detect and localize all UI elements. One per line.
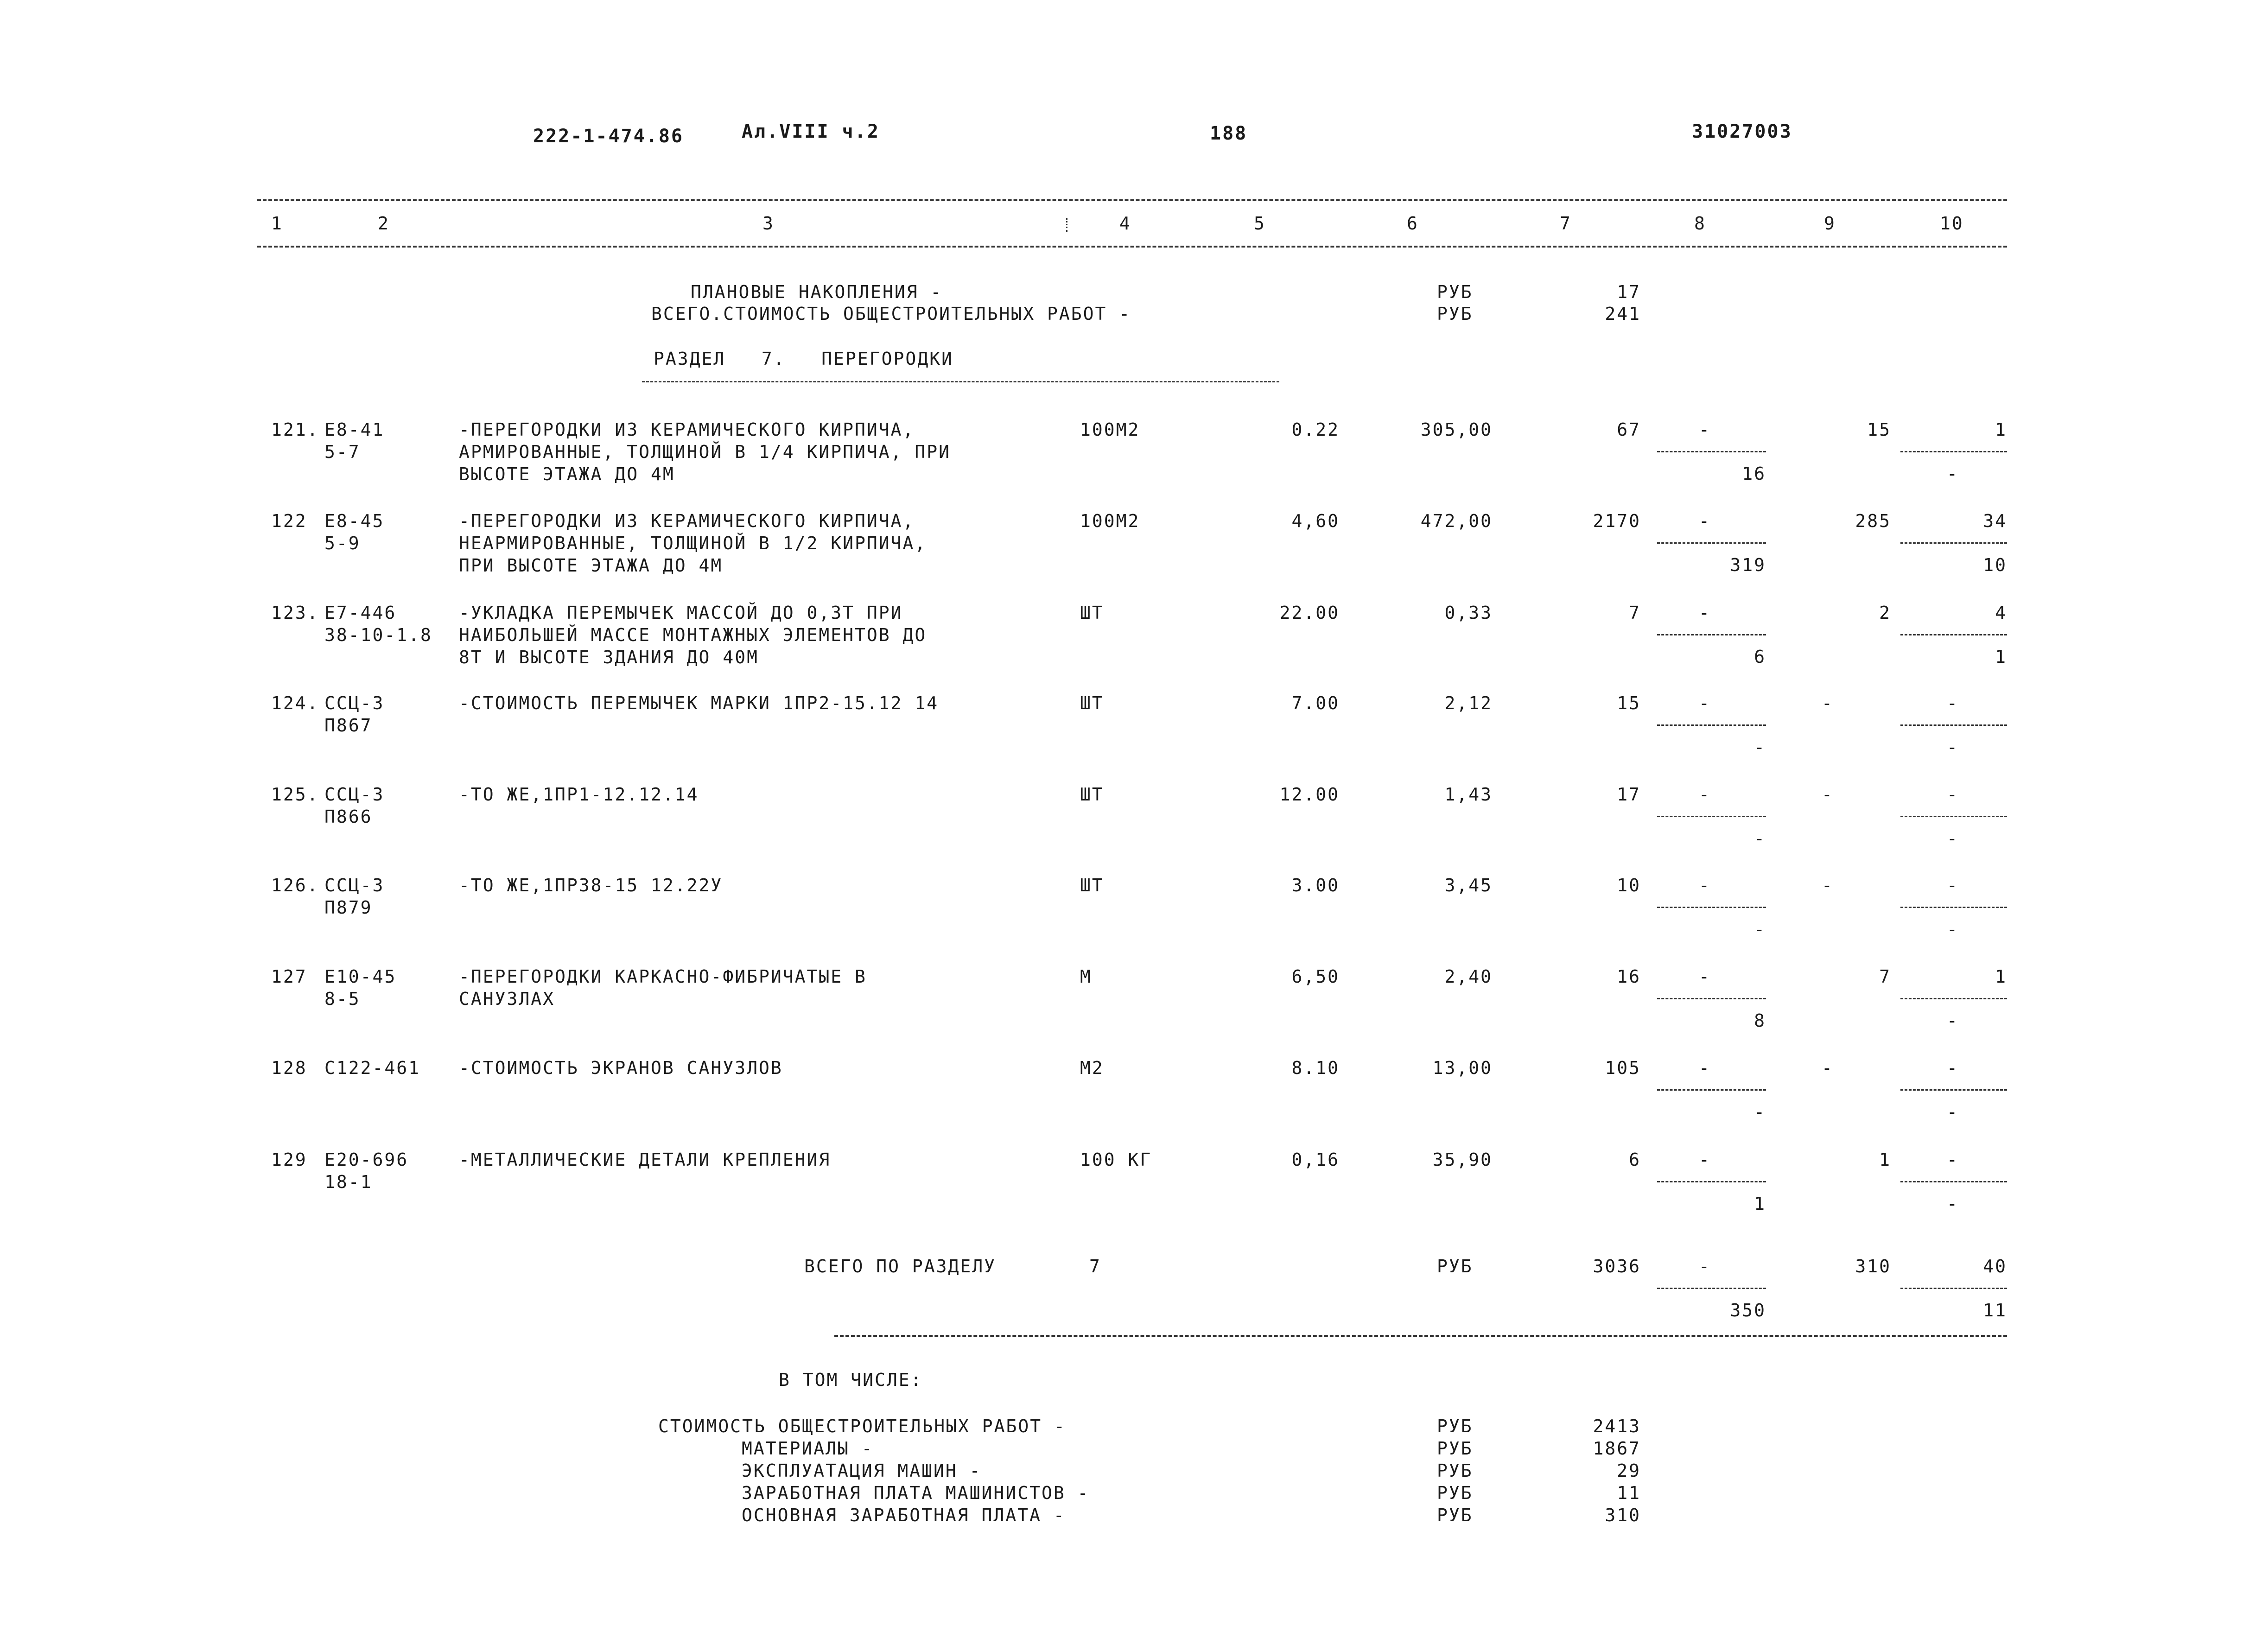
row-unit: М2 — [1080, 1058, 1104, 1078]
col-3: 3 — [762, 213, 775, 234]
row-price: 1,43 — [1444, 784, 1493, 805]
header-top-rule — [257, 199, 2007, 201]
row-code: ССЦ-3 — [324, 875, 385, 896]
including-item-unit: РУБ — [1437, 1483, 1473, 1503]
row-code-2: 18-1 — [324, 1172, 373, 1192]
row-number: 128 — [271, 1058, 307, 1078]
row-col8-rule — [1657, 542, 1766, 544]
page-number: 188 — [1210, 123, 1248, 144]
section-total-c8b: 350 — [1730, 1300, 1766, 1321]
row-code: Е20-696 — [324, 1150, 409, 1170]
row-quantity: 3.00 — [1291, 875, 1340, 896]
row-col8: - — [1699, 875, 1711, 896]
row-description-line: -СТОИМОСТЬ ПЕРЕМЫЧЕК МАРКИ 1ПР2-15.12 14 — [459, 693, 939, 713]
row-description-line: 8Т И ВЫСОТЕ ЗДАНИЯ ДО 40М — [459, 647, 759, 667]
row-description-line: -ТО ЖЕ,1ПР1-12.12.14 — [459, 784, 699, 805]
row-col10-rule — [1900, 1089, 2007, 1091]
row-col10-lower: - — [1947, 919, 1959, 940]
row-number: 129 — [271, 1150, 307, 1170]
row-price: 3,45 — [1444, 875, 1493, 896]
row-description-line: ВЫСОТЕ ЭТАЖА ДО 4М — [459, 464, 675, 484]
col-9: 9 — [1824, 213, 1836, 234]
row-col8-rule — [1657, 1181, 1766, 1182]
including-item-value: 2413 — [1593, 1416, 1641, 1436]
row-col10: - — [1947, 693, 1959, 713]
row-code: Е7-446 — [324, 603, 397, 623]
row-total: 6 — [1629, 1150, 1641, 1170]
row-number: 125. — [271, 784, 319, 805]
section-total-c10-rule — [1900, 1288, 2007, 1289]
including-item-unit: РУБ — [1437, 1505, 1473, 1525]
doc-code: 222-1-474.86 — [533, 126, 684, 147]
section-total-c10: 40 — [1983, 1256, 2007, 1277]
col-4: 4 — [1119, 213, 1131, 234]
total-cost-value: 241 — [1605, 304, 1641, 324]
row-col10-rule — [1900, 542, 2007, 544]
doc-number: 31027003 — [1692, 121, 1792, 142]
col-sep — [1066, 218, 1067, 232]
row-col10-lower: 10 — [1983, 555, 2007, 575]
row-number: 126. — [271, 875, 319, 896]
including-item-label: МАТЕРИАЛЫ - — [742, 1438, 874, 1459]
col-10: 10 — [1940, 213, 1964, 234]
row-unit: ШТ — [1080, 784, 1104, 805]
row-quantity: 12.00 — [1279, 784, 1340, 805]
row-price: 0,33 — [1444, 603, 1493, 623]
row-total: 10 — [1617, 875, 1641, 896]
row-col8-lower: 6 — [1754, 647, 1766, 667]
row-col9: 1 — [1879, 1150, 1891, 1170]
including-item-value: 11 — [1617, 1483, 1641, 1503]
including-item-value: 1867 — [1593, 1438, 1641, 1459]
row-col8-rule — [1657, 998, 1766, 999]
row-number: 121. — [271, 419, 319, 440]
planned-savings-value: 17 — [1617, 282, 1641, 302]
row-code-2: П867 — [324, 715, 373, 736]
row-description-line: -УКЛАДКА ПЕРЕМЫЧЕК МАССОЙ ДО 0,3Т ПРИ — [459, 603, 903, 623]
row-price: 2,12 — [1444, 693, 1493, 713]
album-ref: Ал.VIII ч.2 — [742, 121, 880, 142]
row-col8: - — [1699, 693, 1711, 713]
row-col8-rule — [1657, 816, 1766, 817]
row-quantity: 6,50 — [1291, 966, 1340, 987]
row-col9: - — [1822, 1058, 1834, 1078]
including-item-label: ЗАРАБОТНАЯ ПЛАТА МАШИНИСТОВ - — [742, 1483, 1090, 1503]
section-total-number: 7 — [1089, 1256, 1101, 1277]
row-code-2: 38-10-1.8 — [324, 625, 432, 645]
row-total: 67 — [1617, 419, 1641, 440]
row-total: 16 — [1617, 966, 1641, 987]
row-col9: 285 — [1855, 511, 1891, 531]
row-description-line: -ПЕРЕГОРОДКИ ИЗ КЕРАМИЧЕСКОГО КИРПИЧА, — [459, 511, 915, 531]
section-total-label: ВСЕГО ПО РАЗДЕЛУ — [804, 1256, 997, 1277]
row-col10-rule — [1900, 998, 2007, 999]
row-col8-lower: 319 — [1730, 555, 1766, 575]
row-number: 127 — [271, 966, 307, 987]
row-quantity: 0,16 — [1291, 1150, 1340, 1170]
including-item-value: 310 — [1605, 1505, 1641, 1525]
col-6: 6 — [1407, 213, 1419, 234]
row-number: 123. — [271, 603, 319, 623]
section-total-c9: 310 — [1855, 1256, 1891, 1277]
section-total-c8-rule — [1657, 1288, 1766, 1289]
row-description-line: -СТОИМОСТЬ ЭКРАНОВ САНУЗЛОВ — [459, 1058, 783, 1078]
planned-savings-unit: РУБ — [1437, 282, 1473, 302]
row-col10: - — [1947, 1150, 1959, 1170]
row-col8: - — [1699, 966, 1711, 987]
col-7: 7 — [1560, 213, 1572, 234]
row-col8-lower: - — [1754, 737, 1766, 757]
row-col10-rule — [1900, 907, 2007, 908]
row-col10: 1 — [1995, 966, 2007, 987]
row-col8-lower: 8 — [1754, 1010, 1766, 1031]
row-total: 2170 — [1593, 511, 1641, 531]
row-col8-rule — [1657, 1089, 1766, 1091]
total-cost-label: ВСЕГО.СТОИМОСТЬ ОБЩЕСТРОИТЕЛЬНЫХ РАБОТ - — [651, 304, 1131, 324]
row-code: С122-461 — [324, 1058, 421, 1078]
row-code-2: П866 — [324, 807, 373, 827]
row-description-line: -МЕТАЛЛИЧЕСКИЕ ДЕТАЛИ КРЕПЛЕНИЯ — [459, 1150, 831, 1170]
row-col9: - — [1822, 875, 1834, 896]
row-unit: М — [1080, 966, 1092, 987]
row-col9: 15 — [1867, 419, 1891, 440]
row-col9: 7 — [1879, 966, 1891, 987]
row-code: Е10-45 — [324, 966, 397, 987]
row-total: 15 — [1617, 693, 1641, 713]
row-description-line: ПРИ ВЫСОТЕ ЭТАЖА ДО 4М — [459, 555, 723, 576]
row-col8-rule — [1657, 634, 1766, 635]
row-col8-lower: - — [1754, 1102, 1766, 1122]
section-total-c8: - — [1699, 1256, 1711, 1277]
row-col10: 34 — [1983, 511, 2007, 531]
including-item-value: 29 — [1617, 1461, 1641, 1481]
including-item-unit: РУБ — [1437, 1438, 1473, 1459]
row-description-line: АРМИРОВАННЫЕ, ТОЛЩИНОЙ В 1/4 КИРПИЧА, ПРИ — [459, 442, 951, 462]
row-price: 472,00 — [1420, 511, 1493, 531]
row-code-2: 8-5 — [324, 989, 361, 1009]
row-number: 124. — [271, 693, 319, 713]
row-quantity: 0.22 — [1291, 419, 1340, 440]
section-title-underline — [642, 381, 1279, 382]
planned-savings-label: ПЛАНОВЫЕ НАКОПЛЕНИЯ - — [691, 282, 943, 302]
row-unit: ШТ — [1080, 875, 1104, 896]
row-description-line: -ТО ЖЕ,1ПР38-15 12.22У — [459, 875, 723, 896]
row-col10-rule — [1900, 634, 2007, 635]
row-col10-rule — [1900, 724, 2007, 726]
header-bottom-rule — [257, 246, 2007, 248]
row-col8: - — [1699, 603, 1711, 623]
including-title: В ТОМ ЧИСЛЕ: — [779, 1370, 923, 1390]
row-quantity: 8.10 — [1291, 1058, 1340, 1078]
section-total-unit: РУБ — [1437, 1256, 1473, 1277]
row-price: 305,00 — [1420, 419, 1493, 440]
row-total: 105 — [1605, 1058, 1641, 1078]
row-unit: 100М2 — [1080, 511, 1140, 531]
row-col10-lower: - — [1947, 464, 1959, 484]
col-2: 2 — [378, 213, 390, 234]
row-col10: 4 — [1995, 603, 2007, 623]
row-col10-lower: 1 — [1995, 647, 2007, 667]
row-col10-rule — [1900, 816, 2007, 817]
row-code: Е8-41 — [324, 419, 385, 440]
row-total: 17 — [1617, 784, 1641, 805]
including-item-unit: РУБ — [1437, 1416, 1473, 1436]
section-total-c10b: 11 — [1983, 1300, 2007, 1321]
row-col9: - — [1822, 693, 1834, 713]
row-col10-lower: - — [1947, 1010, 1959, 1031]
row-col10: - — [1947, 875, 1959, 896]
row-unit: 100 КГ — [1080, 1150, 1152, 1170]
col-1: 1 — [271, 213, 283, 234]
including-item-label: ОСНОВНАЯ ЗАРАБОТНАЯ ПЛАТА - — [742, 1505, 1066, 1525]
row-col8-rule — [1657, 907, 1766, 908]
row-price: 13,00 — [1432, 1058, 1493, 1078]
row-col8-lower: - — [1754, 828, 1766, 849]
row-col8-rule — [1657, 724, 1766, 726]
row-col10-rule — [1900, 451, 2007, 452]
row-description-line: САНУЗЛАХ — [459, 989, 555, 1009]
row-description-line: НАИБОЛЬШЕЙ МАССЕ МОНТАЖНЫХ ЭЛЕМЕНТОВ ДО — [459, 625, 927, 645]
row-col8-rule — [1657, 451, 1766, 452]
row-col9: 2 — [1879, 603, 1891, 623]
including-item-label: ЭКСПЛУАТАЦИЯ МАШИН - — [742, 1461, 982, 1481]
row-col10: 1 — [1995, 419, 2007, 440]
row-quantity: 22.00 — [1279, 603, 1340, 623]
row-price: 35,90 — [1432, 1150, 1493, 1170]
row-description-line: НЕАРМИРОВАННЫЕ, ТОЛЩИНОЙ В 1/2 КИРПИЧА, — [459, 533, 927, 553]
row-code-2: 5-7 — [324, 442, 361, 462]
row-col10-lower: - — [1947, 828, 1959, 849]
row-unit: ШТ — [1080, 603, 1104, 623]
row-code: Е8-45 — [324, 511, 385, 531]
row-col10-lower: - — [1947, 1194, 1959, 1214]
total-cost-unit: РУБ — [1437, 304, 1473, 324]
col-5: 5 — [1254, 213, 1266, 234]
row-unit: ШТ — [1080, 693, 1104, 713]
row-unit: 100М2 — [1080, 419, 1140, 440]
section-total-value: 3036 — [1593, 1256, 1641, 1277]
row-code-2: П879 — [324, 897, 373, 918]
row-col10-lower: - — [1947, 737, 1959, 757]
row-quantity: 4,60 — [1291, 511, 1340, 531]
row-quantity: 7.00 — [1291, 693, 1340, 713]
row-description-line: -ПЕРЕГОРОДКИ ИЗ КЕРАМИЧЕСКОГО КИРПИЧА, — [459, 419, 915, 440]
including-item-label: СТОИМОСТЬ ОБЩЕСТРОИТЕЛЬНЫХ РАБОТ - — [658, 1416, 1066, 1436]
row-col10-lower: - — [1947, 1102, 1959, 1122]
row-col8-lower: - — [1754, 919, 1766, 940]
row-code: ССЦ-3 — [324, 784, 385, 805]
row-col8: - — [1699, 1058, 1711, 1078]
row-total: 7 — [1629, 603, 1641, 623]
section-total-rule — [834, 1335, 2007, 1337]
row-description-line: -ПЕРЕГОРОДКИ КАРКАСНО-ФИБРИЧАТЫЕ В — [459, 966, 867, 987]
row-col9: - — [1822, 784, 1834, 805]
row-col10: - — [1947, 1058, 1959, 1078]
row-col8: - — [1699, 419, 1711, 440]
row-number: 122 — [271, 511, 307, 531]
row-price: 2,40 — [1444, 966, 1493, 987]
row-col8-lower: 16 — [1742, 464, 1766, 484]
row-code-2: 5-9 — [324, 533, 361, 553]
row-code: ССЦ-3 — [324, 693, 385, 713]
section-title: РАЗДЕЛ 7. ПЕРЕГОРОДКИ — [654, 349, 953, 369]
row-col8: - — [1699, 784, 1711, 805]
row-col8-lower: 1 — [1754, 1194, 1766, 1214]
row-col8: - — [1699, 1150, 1711, 1170]
including-item-unit: РУБ — [1437, 1461, 1473, 1481]
col-8: 8 — [1694, 213, 1706, 234]
row-col10: - — [1947, 784, 1959, 805]
row-col10-rule — [1900, 1181, 2007, 1182]
row-col8: - — [1699, 511, 1711, 531]
